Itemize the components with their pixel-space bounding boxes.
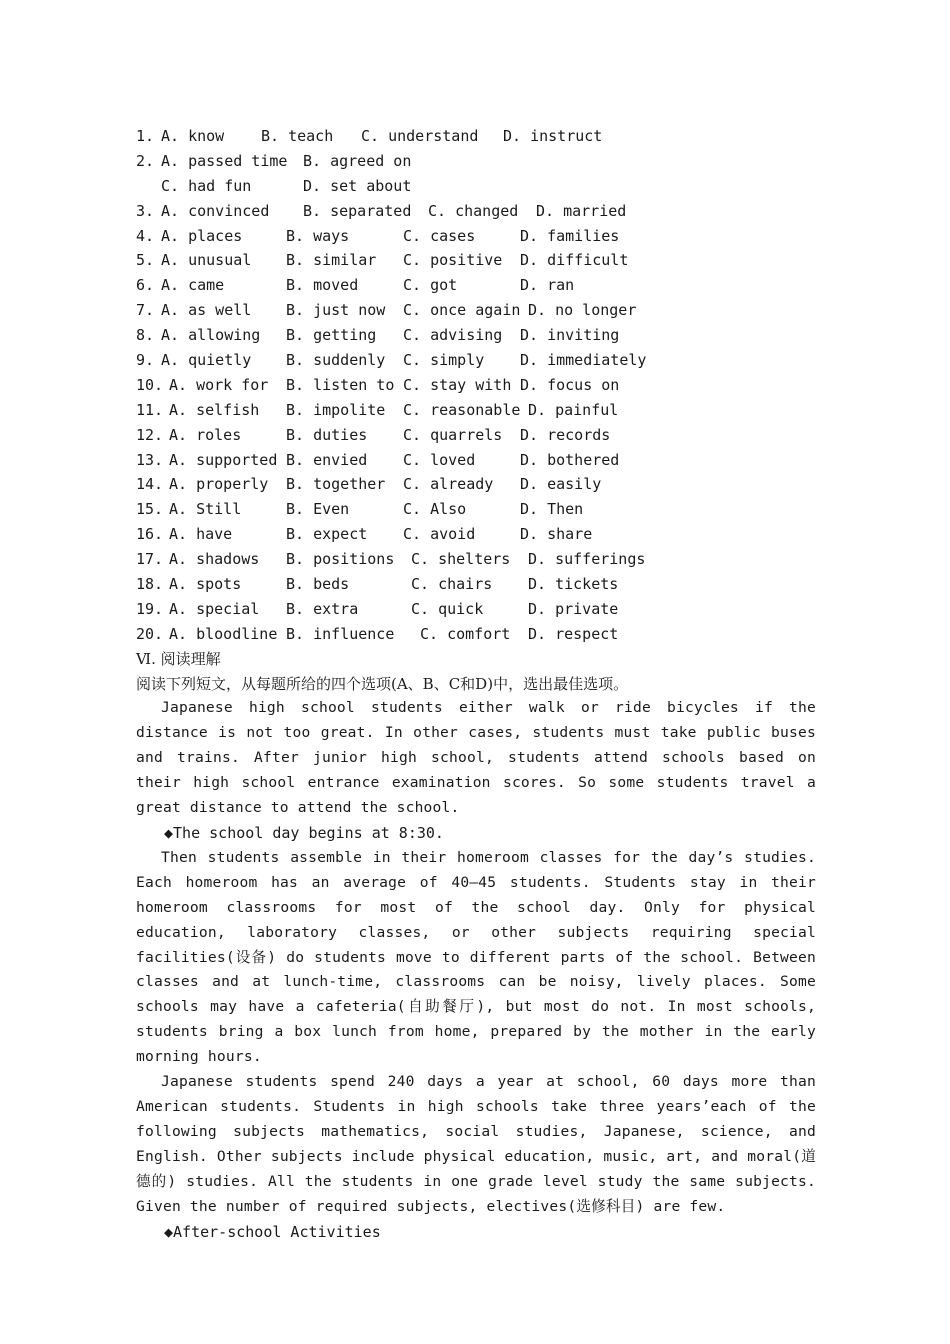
question-number: 14.	[136, 475, 164, 494]
question-row	[136, 547, 816, 572]
option-c: C. loved	[403, 450, 476, 469]
option-c: C. understand	[361, 127, 479, 145]
option-b: B. just now	[286, 301, 386, 320]
question-row	[136, 149, 816, 174]
option-b: B. ways	[286, 226, 350, 245]
option-d: D. immediately	[520, 351, 647, 370]
option-c: C. comfort	[420, 624, 511, 643]
question-number: 16.	[136, 525, 164, 544]
question-row	[136, 448, 816, 473]
question-number: 17.	[136, 550, 164, 569]
document-page	[136, 124, 816, 1244]
option-a: A. passed time	[161, 151, 288, 170]
question-number: 4.	[136, 226, 155, 245]
option-c: C. changed	[428, 201, 519, 220]
option-a: A. supported	[169, 450, 278, 469]
option-d: D. painful	[528, 400, 619, 419]
option-d: D. difficult	[520, 251, 629, 270]
option-b: B. duties	[286, 425, 368, 444]
option-d: D. sufferings	[528, 550, 646, 569]
option-a: A. bloodline	[169, 624, 278, 643]
section-instruction: 阅读下列短文，从每题所给的四个选项(A、B、C和D)中，选出最佳选项。	[136, 674, 629, 693]
option-a: A. have	[169, 525, 233, 544]
option-b: B. similar	[286, 251, 377, 270]
option-a: A. properly	[169, 475, 269, 494]
option-b: B. expect	[286, 525, 368, 544]
option-d: D. easily	[520, 475, 602, 494]
question-row	[136, 522, 816, 547]
option-c: C. simply	[403, 351, 485, 370]
option-c: C. got	[403, 276, 458, 295]
option-d: D. respect	[528, 624, 619, 643]
option-c: C. reasonable	[403, 400, 521, 419]
option-c: C. advising	[403, 326, 503, 345]
question-row	[136, 373, 816, 398]
question-row	[136, 348, 816, 373]
question-number: 15.	[136, 500, 164, 519]
option-c: C. shelters	[411, 550, 511, 569]
question-number: 13.	[136, 450, 164, 469]
question-row	[136, 224, 816, 249]
option-c: C. cases	[403, 226, 476, 245]
passage-paragraph-3: Japanese students spend 240 days a year at school, 60 days more than American students. Students in high schools take three years’each of the following subjects mathematics, social studies, Japanese, science, and English. Other subjects include physical education, music, art, and moral(道德的) studies. All the students in one grade level study the same subjects. Given the number of required subjects, electives(选修科目) are few.	[136, 1073, 816, 1215]
option-a: A. allowing	[161, 326, 261, 345]
option-a: A. work for	[169, 375, 269, 394]
option-a: A. Still	[169, 500, 242, 519]
option-d: D. bothered	[520, 450, 620, 469]
question-row	[136, 497, 816, 522]
option-b: B. listen to	[286, 375, 395, 394]
option-b: B. separated	[303, 201, 412, 220]
option-b: B. Even	[286, 500, 350, 519]
option-c: C. chairs	[411, 575, 493, 594]
question-list	[136, 124, 816, 647]
option-c: C. already	[403, 475, 494, 494]
question-row	[136, 472, 816, 497]
question-number: 5.	[136, 251, 155, 270]
option-b: B. teach	[261, 127, 334, 145]
option-c: C. stay with	[403, 375, 512, 394]
question-row	[136, 423, 816, 448]
option-c: C. once again	[403, 301, 521, 320]
option-c: C. quarrels	[403, 425, 503, 444]
question-row	[136, 124, 816, 149]
option-a: C. had fun	[161, 176, 252, 195]
option-c: C. Also	[403, 500, 467, 519]
option-d: D. records	[520, 425, 611, 444]
question-number: 12.	[136, 425, 164, 444]
question-row	[136, 298, 816, 323]
option-d: D. inviting	[520, 326, 620, 345]
option-a: A. convinced	[161, 201, 270, 220]
option-b: B. positions	[286, 550, 395, 569]
question-number: 18.	[136, 575, 164, 594]
question-row	[136, 273, 816, 298]
option-c: C. quick	[411, 599, 484, 618]
passage-heading-after-school: ◆After-school Activities	[164, 1222, 381, 1241]
option-a: A. unusual	[161, 251, 252, 270]
option-c: C. avoid	[403, 525, 476, 544]
question-number: 10.	[136, 375, 164, 394]
question-row	[136, 398, 816, 423]
option-b: B. moved	[286, 276, 359, 295]
option-d: D. ran	[520, 276, 575, 295]
question-row	[136, 248, 816, 273]
option-a: A. as well	[161, 301, 252, 320]
question-number: 8.	[136, 326, 155, 345]
option-d: D. married	[536, 201, 627, 220]
question-number: 19.	[136, 599, 164, 618]
option-a: A. roles	[169, 425, 242, 444]
option-b: B. agreed on	[303, 151, 412, 170]
question-row	[136, 597, 816, 622]
question-number: 2.	[136, 151, 155, 170]
option-b: B. impolite	[286, 400, 386, 419]
passage-paragraph-2: Then students assemble in their homeroom classes for the day’s studies. Each homeroom has an average of 40—45 students. Students stay in their homeroom classrooms for most of the school day. Only for physical education, laboratory classes, or other subjects requiring special facilities(设备) do students move to different parts of the school. Between classes and at lunch-time, classrooms can be noisy, lively places. Some schools may have a cafeteria(自助餐厅), but most do not. In most schools, students bring a box lunch from home, prepared by the mother in the early morning hours.	[136, 848, 816, 1066]
option-a: A. know	[161, 127, 225, 145]
question-number: 7.	[136, 301, 155, 320]
question-number: 1.	[136, 127, 155, 145]
option-b: B. envied	[286, 450, 368, 469]
option-c: C. positive	[403, 251, 503, 270]
passage-heading-school-day: ◆The school day begins at 8:30.	[164, 824, 444, 843]
option-d: D. instruct	[503, 127, 603, 145]
question-row	[136, 622, 816, 647]
question-number: 20.	[136, 624, 164, 643]
option-a: A. quietly	[161, 351, 252, 370]
option-b: B. getting	[286, 326, 377, 345]
option-a: A. shadows	[169, 550, 260, 569]
option-a: A. places	[161, 226, 243, 245]
option-b: B. beds	[286, 575, 350, 594]
option-d: D. private	[528, 599, 619, 618]
question-number: 3.	[136, 201, 155, 220]
option-a: A. selfish	[169, 400, 260, 419]
option-a: A. came	[161, 276, 225, 295]
option-b: B. together	[286, 475, 386, 494]
question-row	[136, 572, 816, 597]
option-d: D. families	[520, 226, 620, 245]
option-d: D. Then	[520, 500, 584, 519]
passage-paragraph-1: Japanese high school students either walk or ride bicycles if the distance is not too great. In other cases, students must take public buses and trains. After junior high school, students attend schools based on their high school entrance examination scores. So some students travel a great distance to attend the school.	[136, 699, 816, 817]
question-row	[136, 199, 816, 224]
section-title: Ⅵ. 阅读理解	[136, 649, 221, 668]
question-number: 6.	[136, 276, 155, 295]
option-b: B. suddenly	[286, 351, 386, 370]
option-d: D. tickets	[528, 575, 619, 594]
option-a: A. special	[169, 599, 260, 618]
option-d: D. focus on	[520, 375, 620, 394]
option-b: B. extra	[286, 599, 359, 618]
option-b: D. set about	[303, 176, 412, 195]
option-a: A. spots	[169, 575, 242, 594]
question-number: 9.	[136, 351, 155, 370]
option-d: D. share	[520, 525, 593, 544]
question-row	[136, 174, 816, 199]
option-d: D. no longer	[528, 301, 637, 320]
question-row	[136, 323, 816, 348]
option-b: B. influence	[286, 624, 395, 643]
question-number: 11.	[136, 400, 164, 419]
